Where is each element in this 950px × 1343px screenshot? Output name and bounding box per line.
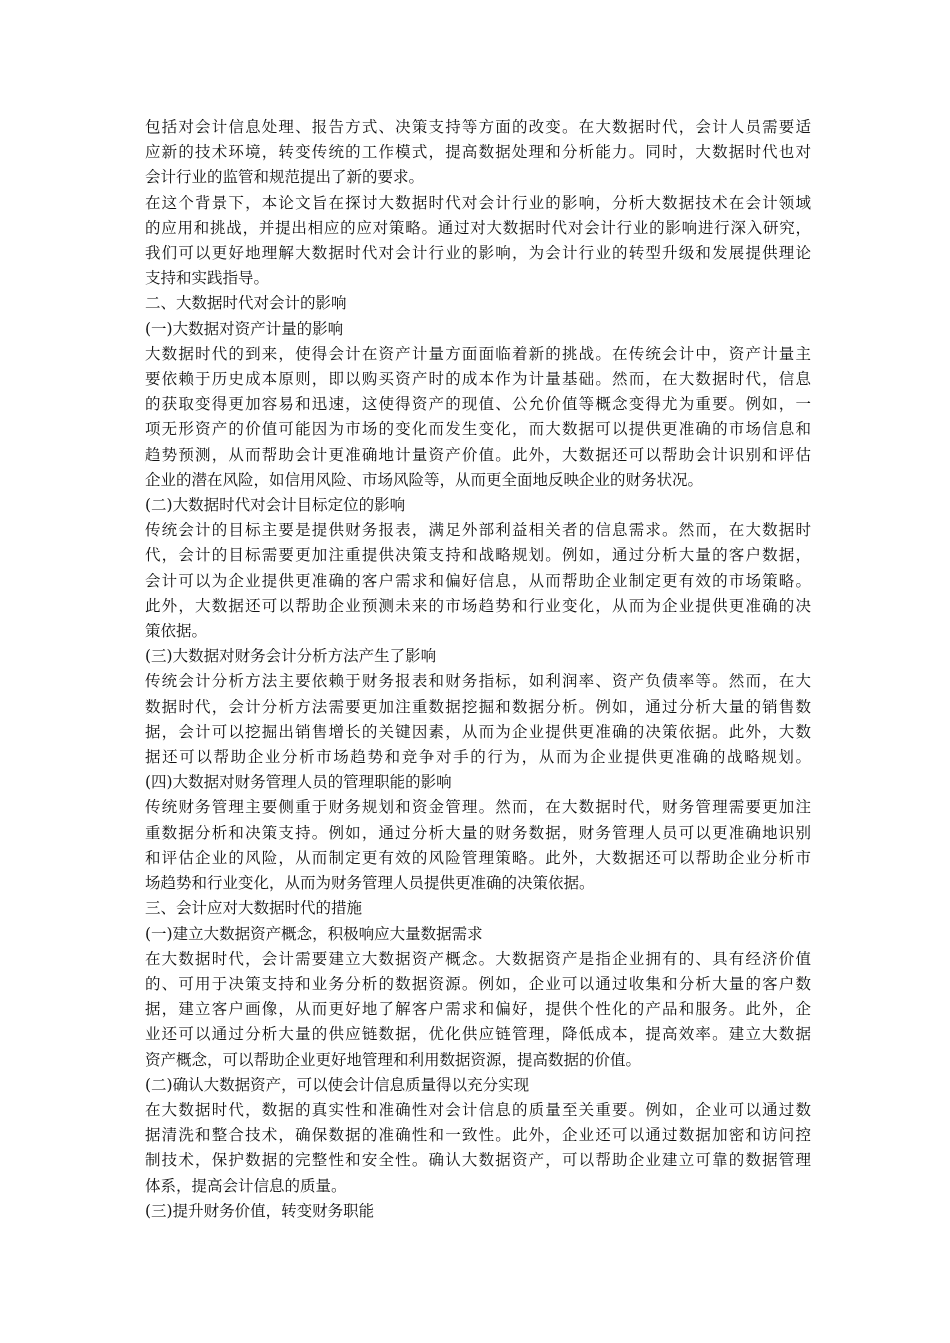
section-heading: (二)大数据时代对会计目标定位的影响 <box>145 496 406 515</box>
body-text-line: 的、可用于决策支持和业务分析的数据资源。例如，企业可以通过收集和分析大量的客户数 <box>145 974 811 993</box>
body-text-line: 会计可以为企业提供更准确的客户需求和偏好信息，从而帮助企业制定更有效的市场策略。 <box>145 571 811 590</box>
body-text-line: 应新的技术环境，转变传统的工作模式，提高数据处理和分析能力。同时，大数据时代也对 <box>145 143 811 162</box>
body-text-line: 据，建立客户画像，从而更好地了解客户需求和偏好，提供个性化的产品和服务。此外，企 <box>145 1000 811 1019</box>
body-text-line: 企业的潜在风险，如信用风险、市场风险等，从而更全面地反映企业的财务状况。 <box>145 470 704 489</box>
body-text-line: 项无形资产的价值可能因为市场的变化而发生变化，而大数据可以提供更准确的市场信息和 <box>145 420 811 439</box>
body-text-line: 资产概念，可以帮助企业更好地管理和利用数据资源，提高数据的价值。 <box>145 1050 642 1069</box>
body-text-line: 的获取变得更加容易和迅速，这使得资产的现值、公允价值等概念变得尤为重要。例如，一 <box>145 395 811 414</box>
body-text-line: 体系，提高会计信息的质量。 <box>145 1176 347 1195</box>
body-text-line: 在大数据时代，会计需要建立大数据资产概念。大数据资产是指企业拥有的、具有经济价值 <box>145 949 811 968</box>
body-text-line: 代，会计的目标需要更加注重提供决策支持和战略规划。例如，通过分析大量的客户数据， <box>145 546 811 565</box>
section-heading: (一)建立大数据资产概念，积极响应大量数据需求 <box>145 924 483 943</box>
section-heading: (三)大数据对财务会计分析方法产生了影响 <box>145 647 437 666</box>
body-text-line: 业还可以通过分析大量的供应链数据，优化供应链管理，降低成本，提高效率。建立大数据 <box>145 1025 811 1044</box>
body-text-line: 制技术，保护数据的完整性和安全性。确认大数据资产，可以帮助企业建立可靠的数据管理 <box>145 1151 811 1170</box>
body-text-line: 策依据。 <box>145 622 208 641</box>
body-text-line: 和评估企业的风险，从而制定更有效的风险管理策略。此外，大数据还可以帮助企业分析市 <box>145 848 811 867</box>
document-page <box>145 115 811 1224</box>
section-heading: 三、会计应对大数据时代的措施 <box>145 899 363 918</box>
body-text-line: 据，会计可以挖掘出销售增长的关键因素，从而为企业提供更准确的决策依据。此外，大数 <box>145 722 811 741</box>
body-text-line: 我们可以更好地理解大数据时代对会计行业的影响，为会计行业的转型升级和发展提供理论 <box>145 244 811 263</box>
body-text-line: 传统会计分析方法主要依赖于财务报表和财务指标，如利润率、资产负债率等。然而，在大 <box>145 672 811 691</box>
body-text-line: 在这个背景下，本论文旨在探讨大数据时代对会计行业的影响，分析大数据技术在会计领域 <box>145 193 811 212</box>
section-heading: 二、大数据时代对会计的影响 <box>145 294 347 313</box>
body-text-line: 趋势预测，从而帮助会计更准确地计量资产价值。此外，大数据还可以帮助会计识别和评估 <box>145 445 811 464</box>
section-heading: (四)大数据对财务管理人员的管理职能的影响 <box>145 773 452 792</box>
section-heading: (一)大数据对资产计量的影响 <box>145 319 344 338</box>
body-text-line: 据清洗和整合技术，确保数据的准确性和一致性。此外，企业还可以通过数据加密和访问控 <box>145 1126 811 1145</box>
body-text-line: 传统财务管理主要侧重于财务规划和资金管理。然而，在大数据时代，财务管理需要更加注 <box>145 798 811 817</box>
body-text-line: 要依赖于历史成本原则，即以购买资产时的成本作为计量基础。然而，在大数据时代，信息 <box>145 370 811 389</box>
body-text-line: 在大数据时代，数据的真实性和准确性对会计信息的质量至关重要。例如，企业可以通过数 <box>145 1100 811 1119</box>
body-text-line: 数据时代，会计分析方法需要更加注重数据挖掘和数据分析。例如，通过分析大量的销售数 <box>145 697 811 716</box>
body-text-line: 此外，大数据还可以帮助企业预测未来的市场趋势和行业变化，从而为企业提供更准确的决 <box>145 596 811 615</box>
body-text-line: 的应用和挑战，并提出相应的应对策略。通过对大数据时代对会计行业的影响进行深入研究， <box>145 218 811 237</box>
section-heading: (三)提升财务价值，转变财务职能 <box>145 1201 375 1220</box>
body-text-line: 重数据分析和决策支持。例如，通过分析大量的财务数据，财务管理人员可以更准确地识别 <box>145 823 811 842</box>
body-text-line: 据还可以帮助企业分析市场趋势和竞争对手的行为，从而为企业提供更准确的战略规划。 <box>145 748 811 767</box>
body-text-line: 场趋势和行业变化，从而为财务管理人员提供更准确的决策依据。 <box>145 874 595 893</box>
section-heading: (二)确认大数据资产，可以使会计信息质量得以充分实现 <box>145 1075 530 1094</box>
body-text-line: 大数据时代的到来，使得会计在资产计量方面面临着新的挑战。在传统会计中，资产计量主 <box>145 344 811 363</box>
body-text-line: 会计行业的监管和规范提出了新的要求。 <box>145 168 425 187</box>
body-text-line: 传统会计的目标主要是提供财务报表，满足外部利益相关者的信息需求。然而，在大数据时 <box>145 521 811 540</box>
body-text-line: 包括对会计信息处理、报告方式、决策支持等方面的改变。在大数据时代，会计人员需要适 <box>145 118 811 136</box>
body-text-line: 支持和实践指导。 <box>145 269 270 288</box>
